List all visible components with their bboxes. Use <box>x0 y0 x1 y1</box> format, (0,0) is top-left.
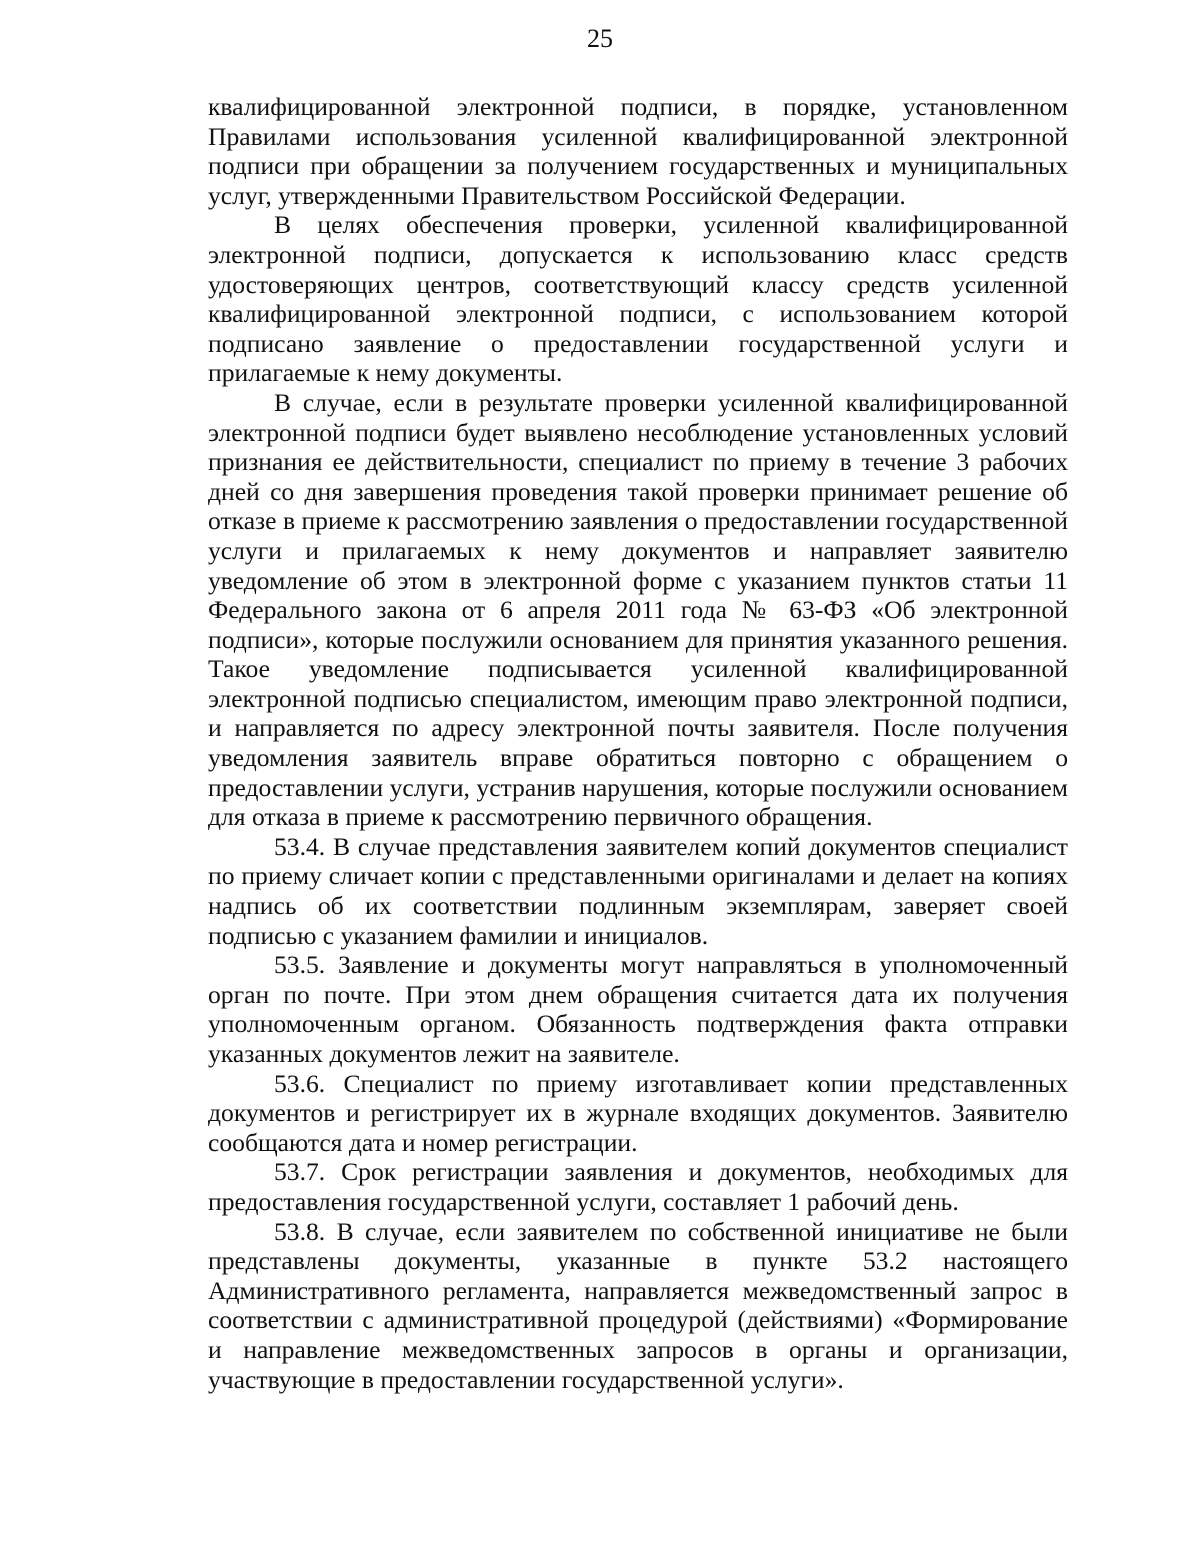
paragraph-continuation: квалифицированной электронной подписи, в порядке, установленном Правилами использования усиленной квалифицированной электронной подписи при обращении за получением государственных и муниципальных услуг, утвержденными Правительством Российской Федерации. <box>208 92 1068 210</box>
paragraph-53-7: 53.7. Срок регистрации заявления и документов, необходимых для предоставления государственной услуги, составляет 1 рабочий день. <box>208 1157 1068 1216</box>
paragraph-verification-failure: В случае, если в результате проверки усиленной квалифицированной электронной подписи будет выявлено несоблюдение установленных условий признания ее действительности, специалист по приему в течение 3 рабочих дней со дня завершения проведения такой проверки принимает решение об отказе в приеме к рассмотрению заявления о предоставлении государственной услуги и прилагаемых к нему документов и направляет заявителю уведомление об этом в электронной форме с указанием пунктов статьи 11 Федерального закона от 6 апреля 2011 года № 63-ФЗ «Об электронной подписи», которые послужили основанием для принятия указанного решения. Такое уведомление подписывается усиленной квалифицированной электронной подписью специалистом, имеющим право электронной подписи, и направляется по адресу электронной почты заявителя. После получения уведомления заявитель вправе обратиться повторно с обращением о предоставлении услуги, устранив нарушения, которые послужили основанием для отказа в приеме к рассмотрению первичного обращения. <box>208 387 1068 832</box>
paragraph-53-4: 53.4. В случае представления заявителем копий документов специалист по приему сличает копии с представленными оригиналами и делает на копиях надпись об их соответствии подлинным экземплярам, заверяет своей подписью с указанием фамилии и инициалов. <box>208 831 1068 950</box>
paragraph-signature-verification: В целях обеспечения проверки, усиленной квалифицированной электронной подписи, допускается к использованию класс средств удостоверяющих центров, соответствующий классу средств усиленной квалифицированной электронной подписи, с использованием которой подписано заявление о предоставлении государственной услуги и прилагаемые к нему документы. <box>208 210 1068 388</box>
page-number: 25 <box>587 24 613 53</box>
paragraph-53-6: 53.6. Специалист по приему изготавливает копии представленных документов и регистрирует их в журнале входящих документов. Заявителю сообщаются дата и номер регистрации. <box>208 1068 1068 1157</box>
paragraph-53-8: 53.8. В случае, если заявителем по собственной инициативе не были представлены документы, указанные в пункте 53.2 настоящего Административного регламента, направляется межведомственный запрос в соответствии с административной процедурой (действиями) «Формирование и направление межведомственных запросов в органы и организации, участвующие в предоставлении государственной услуги». <box>208 1216 1068 1394</box>
document-body <box>208 92 1068 1394</box>
paragraph-53-5: 53.5. Заявление и документы могут направляться в уполномоченный орган по почте. При этом днем обращения считается дата их получения уполномоченным органом. Обязанность подтверждения факта отправки указанных документов лежит на заявителе. <box>208 950 1068 1068</box>
